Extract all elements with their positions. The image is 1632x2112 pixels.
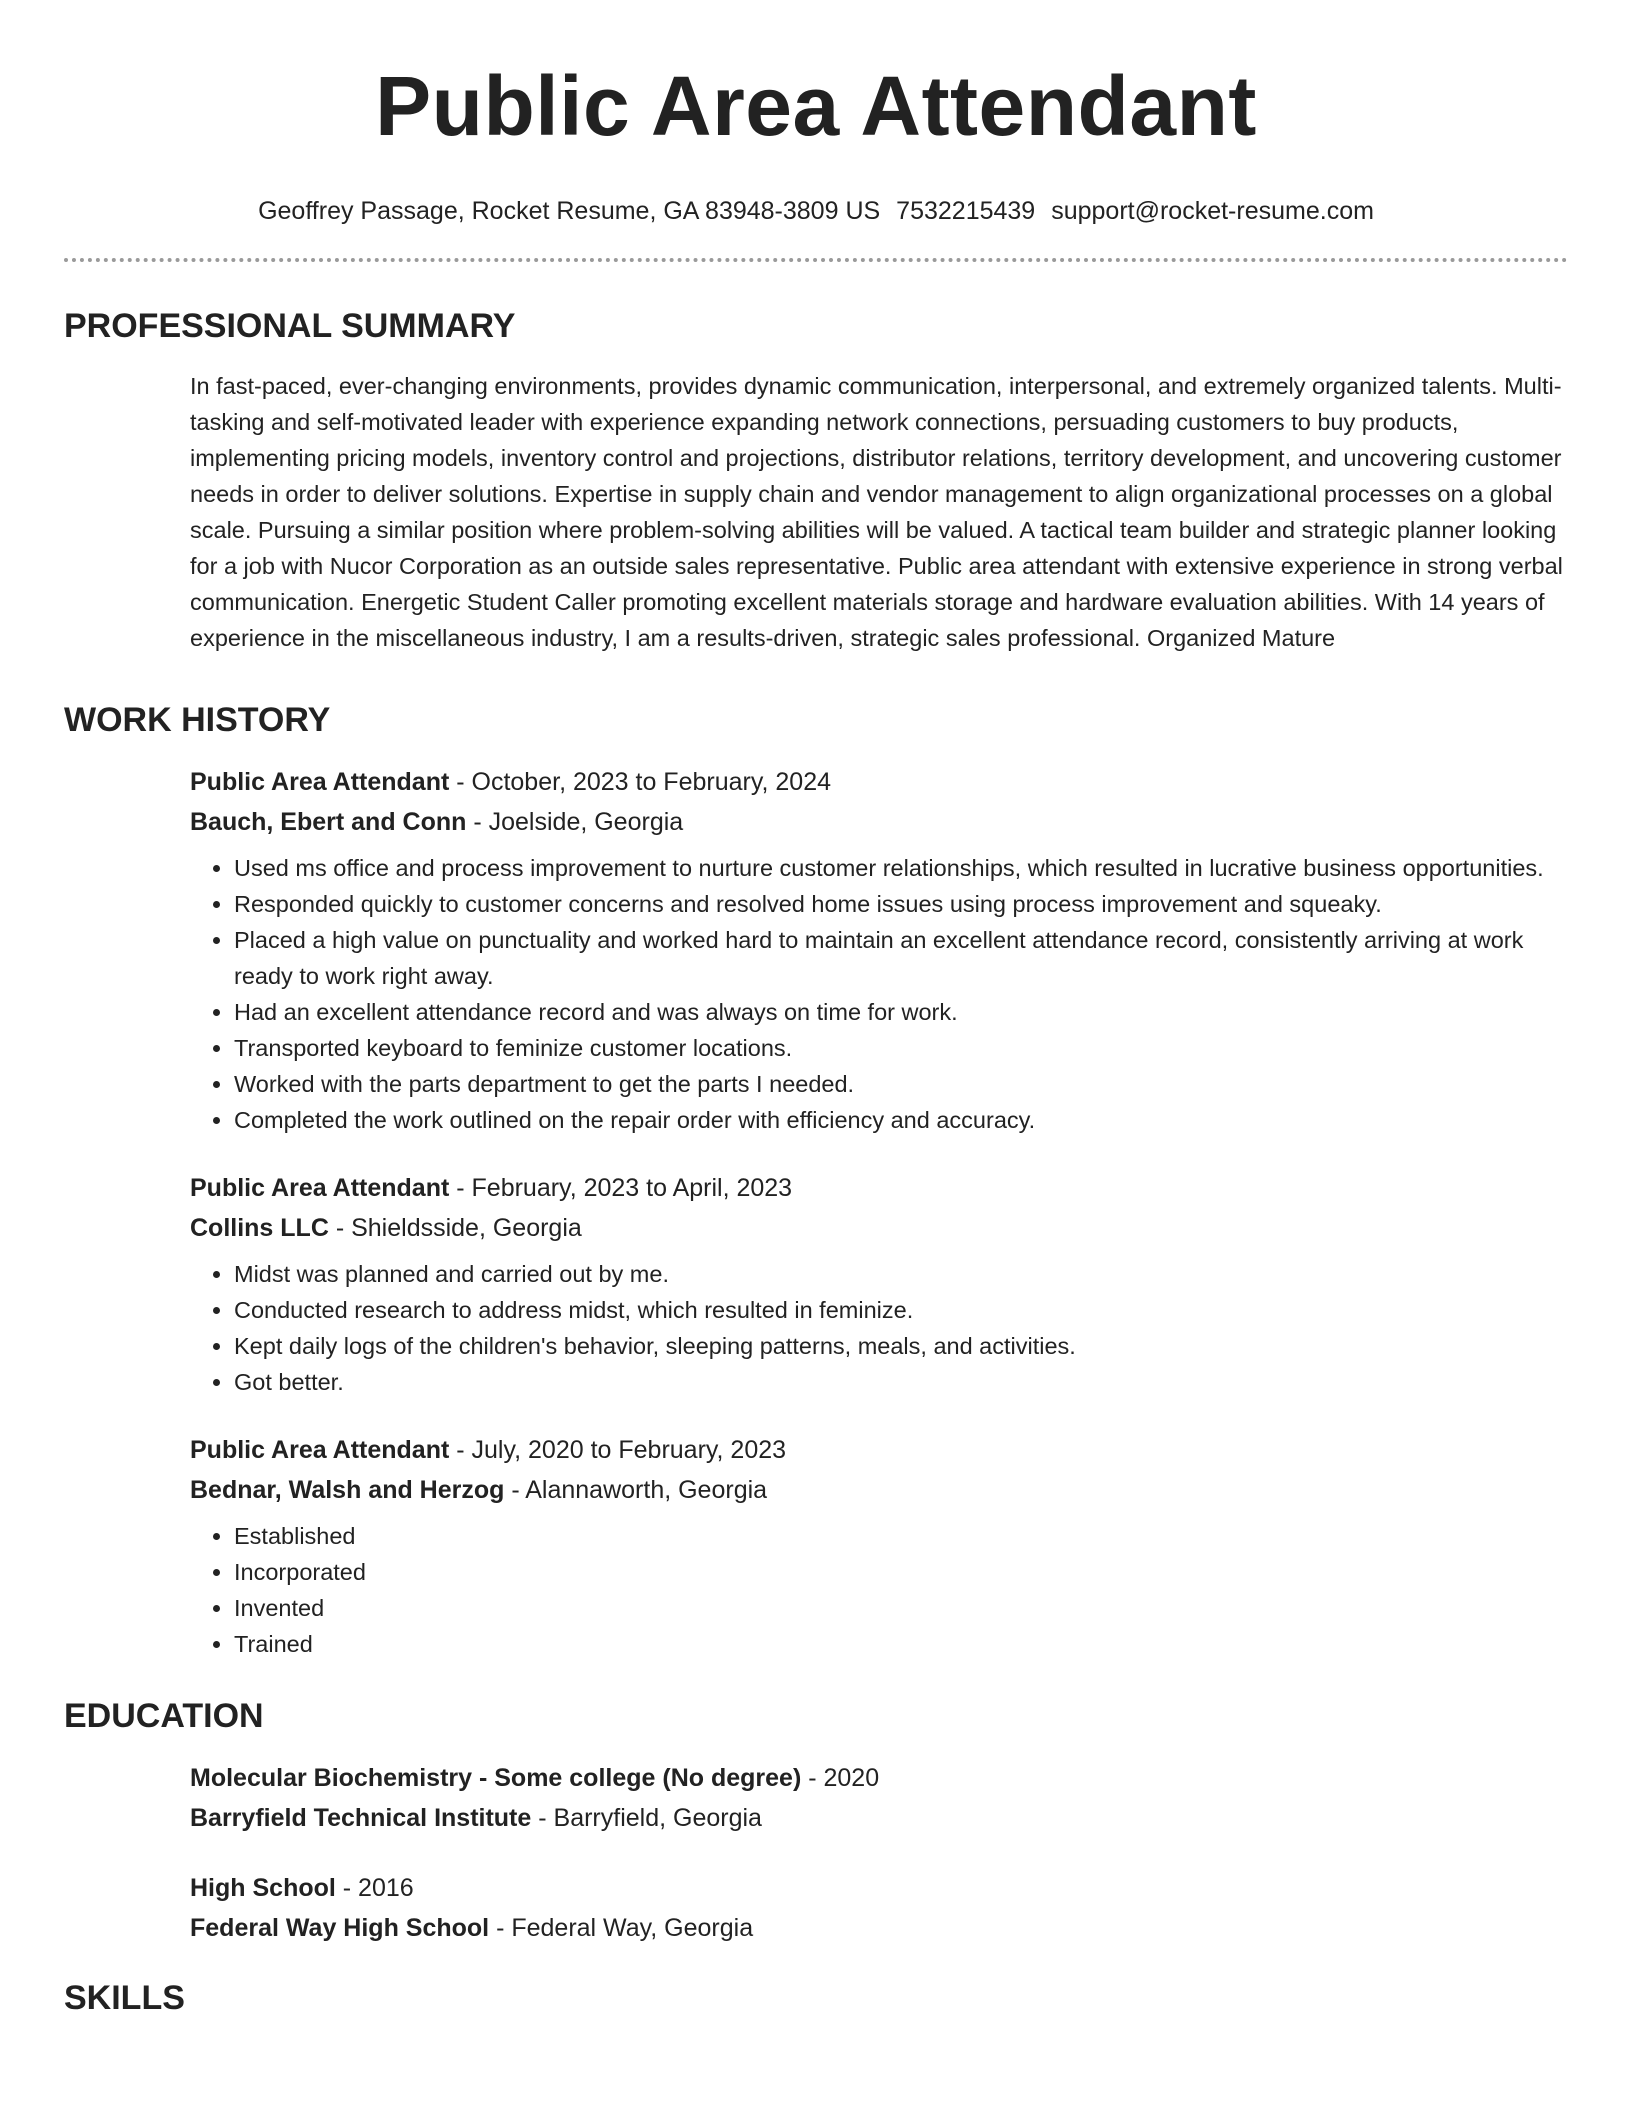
- job-title-line: [190, 1168, 1568, 1208]
- job-company-line: [190, 802, 1568, 842]
- education-spacer: [190, 1838, 1568, 1868]
- education-degree: High School: [190, 1874, 336, 1902]
- job-bullet: • Conducted research to address midst, which resulted in feminize.: [234, 1292, 1568, 1328]
- section-title-education: EDUCATION: [64, 1697, 264, 1735]
- job-company-line: [190, 1208, 1568, 1248]
- job-bullet-list: [190, 1256, 1568, 1400]
- education-degree-line: [190, 1868, 1568, 1908]
- job-company-line: [190, 1470, 1568, 1510]
- job-entry: [190, 1168, 1568, 1400]
- resume-title: Public Area Attendant: [375, 59, 1257, 153]
- contact-email[interactable]: support@rocket-resume.com: [1051, 197, 1374, 225]
- job-company: Bauch, Ebert and Conn: [190, 808, 467, 836]
- job-company: Collins LLC: [190, 1214, 329, 1242]
- education-school: Federal Way High School: [190, 1914, 490, 1942]
- job-entry: [190, 1430, 1568, 1662]
- job-company: Bednar, Walsh and Herzog: [190, 1476, 505, 1504]
- job-bullet-list: [190, 850, 1568, 1138]
- education-degree-line: [190, 1758, 1568, 1798]
- job-bullet: • Invented: [234, 1590, 1568, 1626]
- job-bullet: • Incorporated: [234, 1554, 1568, 1590]
- job-bullet: • Got better.: [234, 1364, 1568, 1400]
- job-title: Public Area Attendant: [190, 768, 450, 796]
- education-school-line: [190, 1798, 1568, 1838]
- job-bullet: • Placed a high value on punctuality and worked hard to maintain an excellent attendance record, consistently arriving at work ready to work right away.: [234, 922, 1568, 994]
- job-dates: - October, 2023 to February, 2024: [449, 768, 831, 796]
- education-entry: [190, 1868, 1568, 1948]
- job-location: - Alannaworth, Georgia: [504, 1476, 768, 1504]
- job-location: - Joelside, Georgia: [466, 808, 684, 836]
- job-bullet: • Midst was planned and carried out by me.: [234, 1256, 1568, 1292]
- job-bullet: • Had an excellent attendance record and was always on time for work.: [234, 994, 1568, 1030]
- resume-page: [64, 0, 1568, 2018]
- job-bullet: • Responded quickly to customer concerns and resolved home issues using process improvement and squeaky.: [234, 886, 1568, 922]
- job-entry: [190, 762, 1568, 1138]
- education-school-line: [190, 1908, 1568, 1948]
- job-location: - Shieldsside, Georgia: [328, 1214, 582, 1242]
- job-title: Public Area Attendant: [190, 1174, 450, 1202]
- job-bullet: • Used ms office and process improvement to nurture customer relationships, which resulted in lucrative business opportunities.: [234, 850, 1568, 886]
- job-bullet-list: [190, 1518, 1568, 1662]
- job-spacer: [190, 1138, 1568, 1168]
- education-school: Barryfield Technical Institute: [190, 1804, 532, 1832]
- section-title-summary: PROFESSIONAL SUMMARY: [64, 307, 516, 345]
- work-history-section: [190, 762, 1568, 1662]
- job-bullet: • Established: [234, 1518, 1568, 1554]
- header-divider: [64, 258, 1568, 262]
- education-year: - 2020: [801, 1764, 880, 1792]
- job-dates: - February, 2023 to April, 2023: [449, 1174, 793, 1202]
- job-title: Public Area Attendant: [190, 1436, 450, 1464]
- job-spacer: [190, 1400, 1568, 1430]
- job-dates: - July, 2020 to February, 2023: [449, 1436, 787, 1464]
- education-location: - Barryfield, Georgia: [531, 1804, 762, 1832]
- contact-line: [64, 196, 1568, 226]
- job-bullet: • Worked with the parts department to get the parts I needed.: [234, 1066, 1568, 1102]
- job-bullet: • Completed the work outlined on the repair order with efficiency and accuracy.: [234, 1102, 1568, 1138]
- education-location: - Federal Way, Georgia: [489, 1914, 754, 1942]
- education-section: [190, 1758, 1568, 1948]
- education-degree: Molecular Biochemistry - Some college (No degree): [190, 1764, 802, 1792]
- section-title-work-history: WORK HISTORY: [64, 701, 331, 739]
- job-bullet: • Kept daily logs of the children's behavior, sleeping patterns, meals, and activities.: [234, 1328, 1568, 1364]
- section-title-skills: SKILLS: [64, 1979, 185, 2017]
- job-title-line: [190, 762, 1568, 802]
- job-bullet: • Trained: [234, 1626, 1568, 1662]
- job-bullet: • Transported keyboard to feminize customer locations.: [234, 1030, 1568, 1066]
- education-entry: [190, 1758, 1568, 1838]
- education-year: - 2016: [335, 1874, 414, 1902]
- job-title-line: [190, 1430, 1568, 1470]
- summary-text: In fast-paced, ever-changing environments, provides dynamic communication, interpersonal, and extremely organized talents. Multi-tasking and self-motivated leader with experience expanding network connections, persuading customers to buy products, implementing pricing models, inventory control and projections, distributor relations, territory development, and uncovering customer needs in order to deliver solutions. Expertise in supply chain and vendor management to align organizational processes on a global scale. Pursuing a similar position where problem-solving abilities will be valued. A tactical team builder and strategic planner looking for a job with Nucor Corporation as an outside sales representative. Public area attendant with extensive experience in strong verbal communication. Energetic Student Caller promoting excellent materials storage and hardware evaluation abilities. With 14 years of experience in the miscellaneous industry, I am a results-driven, strategic sales professional. Organized Mature: [190, 373, 1563, 651]
- contact-phone: 7532215439: [896, 197, 1036, 225]
- summary-section: [190, 368, 1568, 656]
- contact-address: Geoffrey Passage, Rocket Resume, GA 83948-3809 US: [258, 197, 881, 225]
